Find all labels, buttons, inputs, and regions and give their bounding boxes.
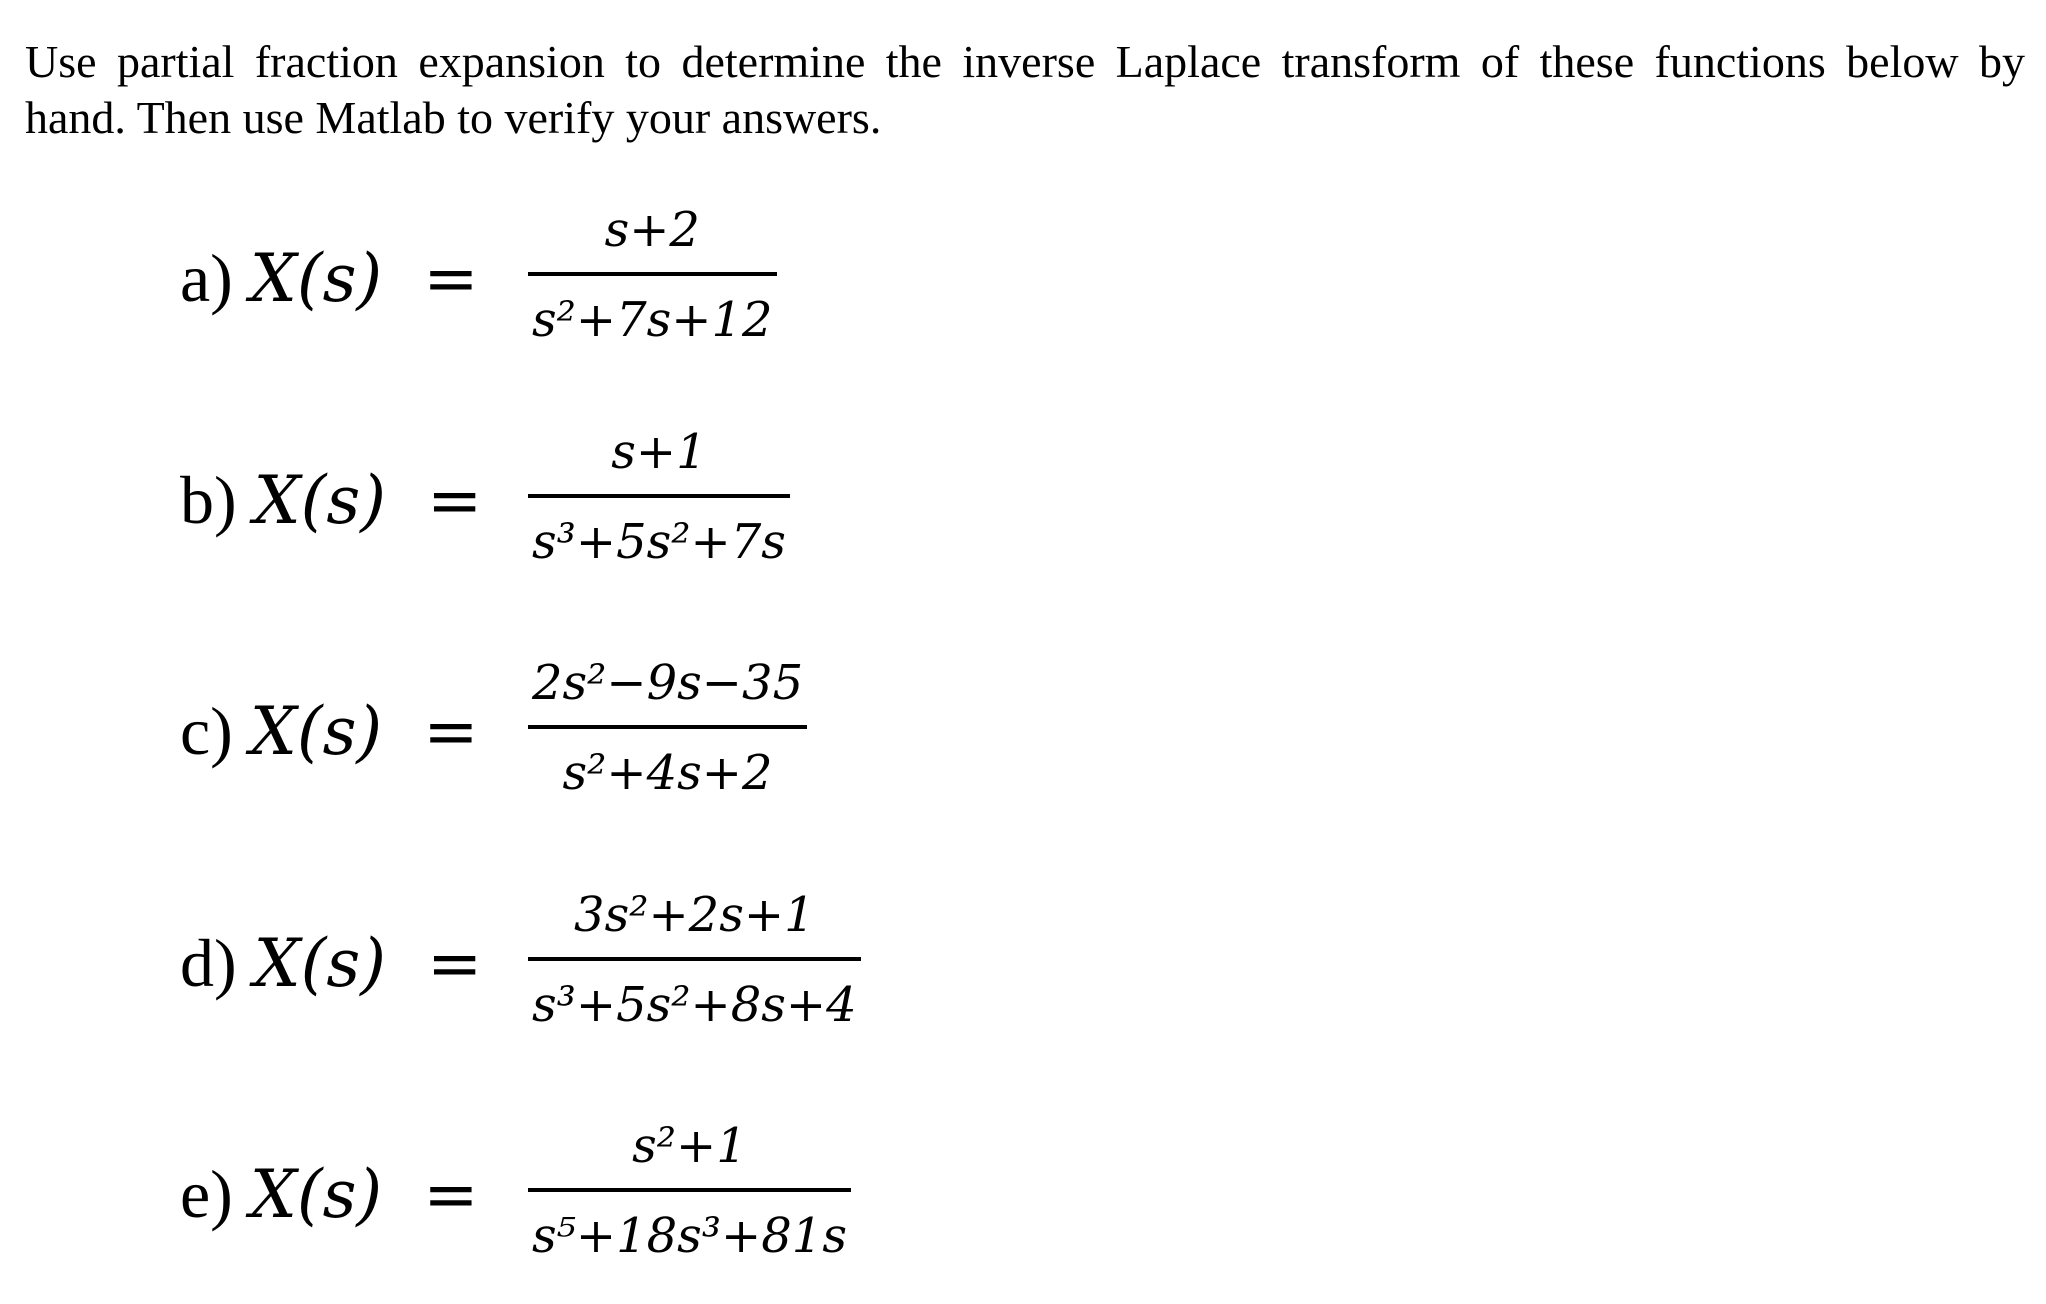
instructions-paragraph [25,34,2025,146]
problem-c-denominator: s²+4s+2 [562,745,773,801]
problem-d [180,883,1080,1043]
problem-b-fraction [528,420,790,574]
problem-b-denominator: s³+5s²+7s [532,514,786,570]
problem-e [180,1114,1080,1274]
problem-c-fraction-bar [528,725,807,729]
problem-c-lhs [180,691,479,772]
problem-d-fraction-bar [528,957,861,961]
problem-e-equals: = [423,1156,479,1233]
problem-c-equals: = [423,693,479,770]
problem-c [180,651,1080,811]
problem-a-function: X(s) [249,240,383,317]
problem-a-label: a) [180,240,233,316]
problem-a-denominator: s²+7s+12 [532,292,773,348]
problem-a-numerator: s+2 [604,202,700,258]
problem-e-lhs [180,1154,479,1235]
problem-a [180,198,1080,358]
problem-d-fraction [528,883,861,1037]
problem-b [180,420,1080,580]
problem-a-fraction-bar [528,272,777,276]
problem-b-lhs [180,460,482,541]
problem-b-fraction-bar [528,494,790,498]
problem-c-fraction [528,651,807,805]
problem-b-function: X(s) [253,462,387,539]
problem-d-numerator: 3s²+2s+1 [574,887,815,943]
problem-e-fraction [528,1114,851,1268]
problem-b-equals: = [427,462,483,539]
problem-c-function: X(s) [249,693,383,770]
problem-b-numerator: s+1 [611,424,707,480]
problem-d-equals: = [427,925,483,1002]
problem-d-lhs [180,923,482,1004]
problem-b-label: b) [180,462,237,538]
problem-c-label: c) [180,693,233,769]
problem-e-function: X(s) [249,1156,383,1233]
problem-a-fraction [528,198,777,352]
problem-e-denominator: s⁵+18s³+81s [532,1208,847,1264]
problem-e-fraction-bar [528,1188,851,1192]
problem-d-denominator: s³+5s²+8s+4 [532,977,857,1033]
problem-a-lhs [180,238,479,319]
problem-d-label: d) [180,925,237,1001]
problem-e-numerator: s²+1 [632,1118,747,1174]
problem-d-function: X(s) [253,925,387,1002]
problem-c-numerator: 2s²−9s−35 [532,655,804,711]
problem-e-label: e) [180,1156,233,1232]
instructions-line-2: hand. Then use Matlab to verify your answers. [25,92,882,143]
problem-a-equals: = [423,240,479,317]
instructions-line-1: Use partial fraction expansion to determine the inverse Laplace transform of these functions below by [25,36,2025,87]
